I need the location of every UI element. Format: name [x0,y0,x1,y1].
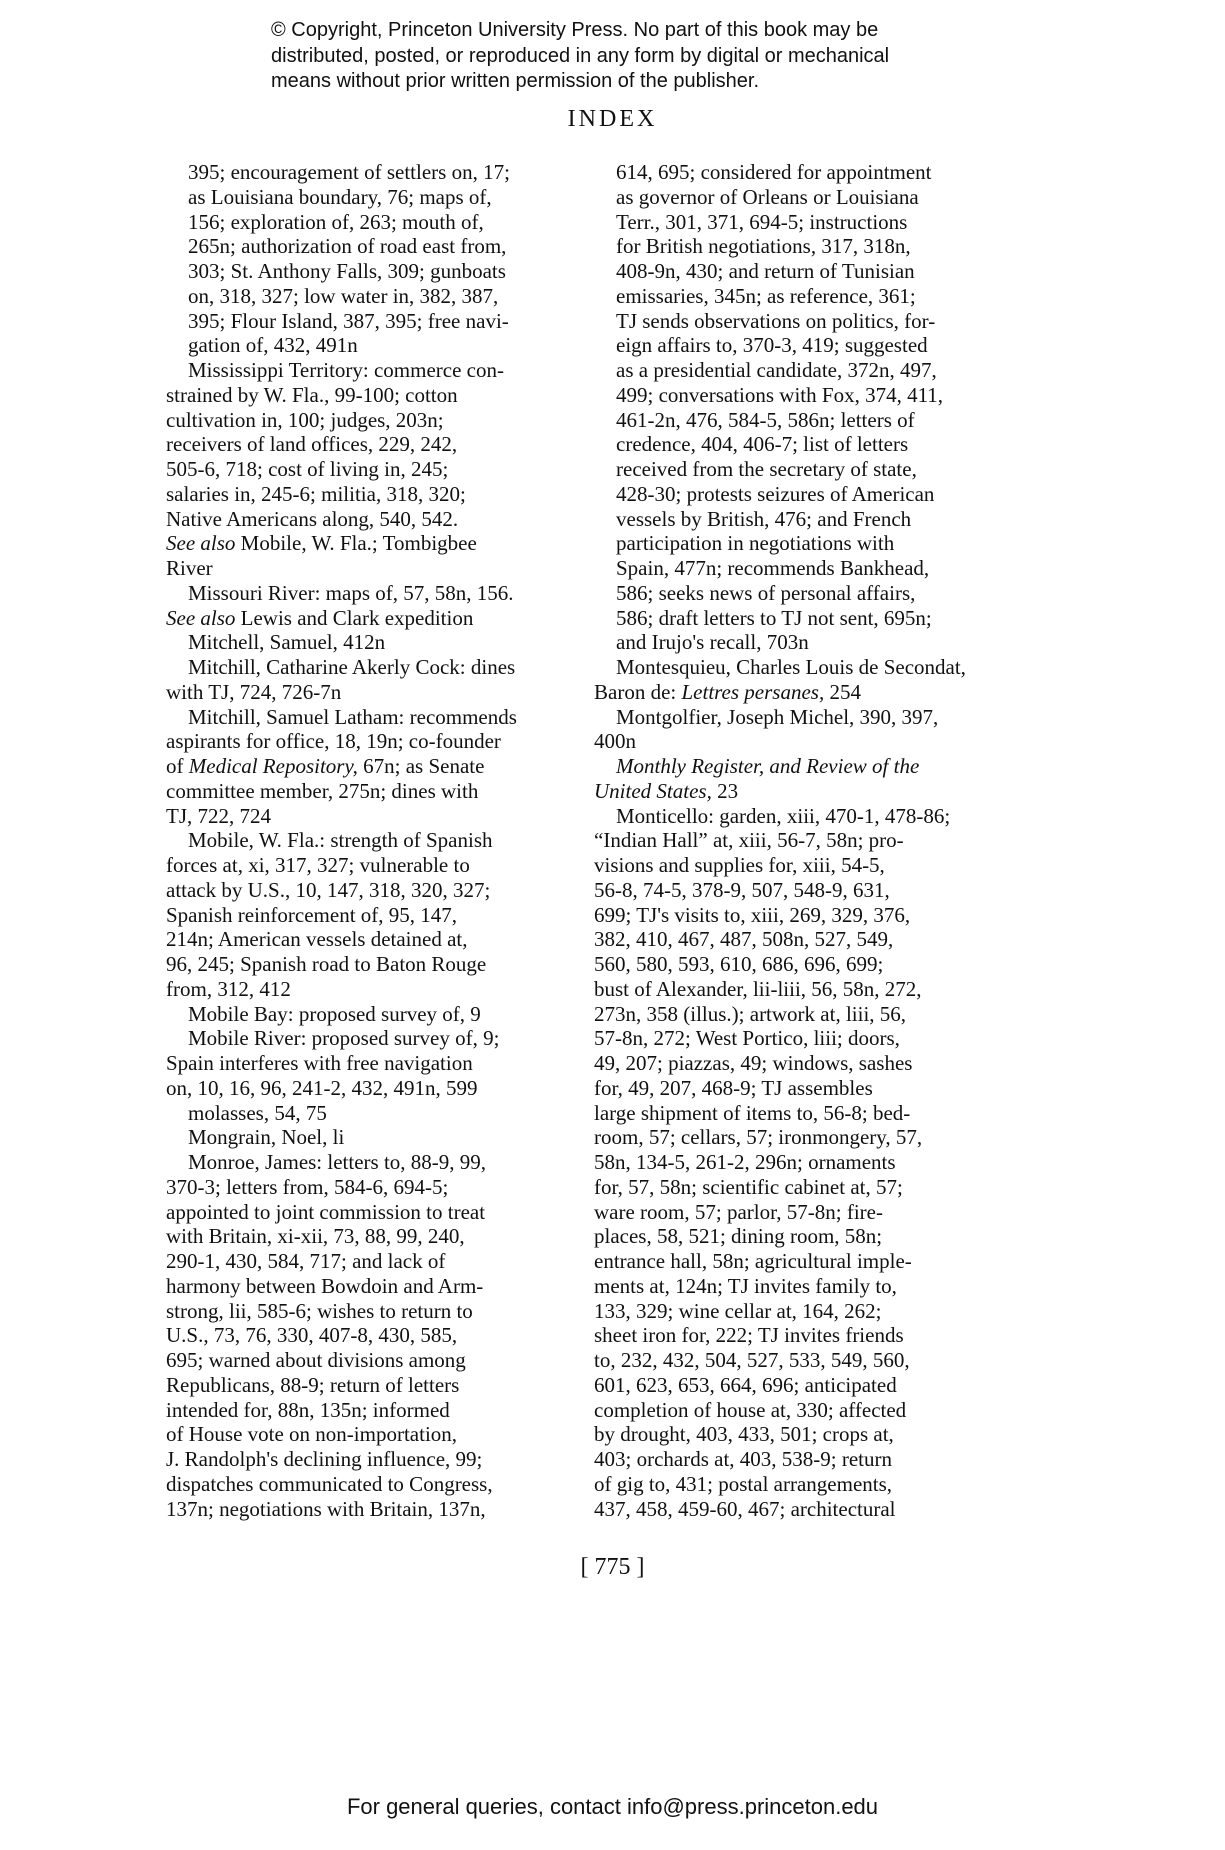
entry-line: 156; exploration of, 263; mouth of, [188,209,484,234]
entry-line: 290-1, 430, 584, 717; and lack of [166,1249,446,1273]
entry-line: Mobile Bay: proposed survey of, 9 [188,1001,481,1026]
entry-line: intended for, 88n, 135n; informed [166,1397,450,1422]
entry-line: eign affairs to, 370-3, 419; suggested [616,333,928,358]
entry-line: Mitchill, Catharine Akerly Cock: dines [188,655,516,679]
index-entry-mobile-river [166,1026,586,1100]
entry-line: 695; warned about divisions among [166,1348,466,1372]
publication-title: Medical Repository, [188,754,358,778]
entry-line: 408-9n, 430; and return of Tunisian [616,259,915,283]
entry-line: forces at, xi, 317, 327; vulnerable to [166,853,470,877]
entry-line: ments at, 124n; TJ invites family to, [594,1273,897,1298]
entry-line: River [166,556,213,580]
entry-line: strained by W. Fla., 99-100; cotton [166,382,458,407]
entry-line: 49, 207; piazzas, 49; windows, sashes [594,1051,913,1075]
entry-line: Mongrain, Noel, li [188,1125,345,1150]
entry-line: salaries in, 245-6; militia, 318, 320; [166,481,466,506]
entry-line: aspirants for office, 18, 19n; co-founder [166,729,501,754]
entry-line: receivers of land offices, 229, 242, [166,432,458,457]
entry-line: 96, 245; Spanish road to Baton Rouge [166,952,487,976]
entry-line: 461-2n, 476, 584-5, 586n; letters of [616,407,915,432]
entry-line: gation of, 432, 491n [188,333,358,358]
entry-line: Republicans, 88-9; return of letters [166,1372,460,1397]
entry-line: credence, 404, 406-7; list of letters [616,432,909,457]
entry-line: participation in negotiations with [616,531,895,556]
entry-line: 586; draft letters to TJ not sent, 695n; [616,605,932,630]
entry-line [166,531,586,556]
entry-line [166,754,586,779]
footer-contact: For general queries, contact info@press.princeton.edu [346,1794,879,1819]
entry-line: 56-8, 74-5, 378-9, 507, 548-9, 631, [594,877,890,902]
index-entry-monroe-continued [594,160,1014,655]
entry-line: J. Randolph's declining influence, 99; [166,1447,483,1471]
entry-line: Mobile, W. Fla.: strength of Spanish [188,828,493,853]
index-entry-mongrain [166,1125,586,1150]
entry-line: 400n [594,729,636,754]
entry-line: 395; Flour Island, 387, 395; free navi- [188,308,509,333]
entry-line: 57-8n, 272; West Portico, liii; doors, [594,1026,900,1051]
entry-line: Montgolfier, Joseph Michel, 390, 397, [616,704,939,729]
publication-title: Lettres persanes, [681,679,825,704]
entry-line: of House vote on non-importation, [166,1422,458,1447]
index-entry-monthly-register [594,754,1014,804]
entry-line: 265n; authorization of road east from, [188,234,507,259]
copyright-notice [271,18,991,95]
entry-line: received from the secretary of state, [616,457,917,481]
index-entry-monroe [166,1150,586,1521]
entry-text: 67n; as Senate [357,754,485,778]
entry-line: 428-30; protests seizures of American [616,481,935,506]
entry-text: 254 [824,679,861,704]
entry-line: and Irujo's recall, 703n [616,630,809,655]
entry-line: for, 49, 207, 468-9; TJ assembles [594,1075,873,1100]
entry-line [166,605,586,631]
entry-line: “Indian Hall” at, xiii, 56-7, 58n; pro- [594,828,904,853]
entry-line: 273n, 358 (illus.); artwork at, liii, 56, [594,1001,907,1026]
entry-line: dispatches communicated to Congress, [166,1471,493,1496]
index-entry-mississippi-territory [166,358,586,581]
entry-line: 560, 580, 593, 610, 686, 696, 699; [594,952,884,976]
entry-line: with Britain, xi-xii, 73, 88, 99, 240, [166,1224,465,1249]
index-entry-mobile [166,828,586,1001]
copyright-line: distributed, posted, or reproduced in any form by digital or mechanical [271,44,890,67]
entry-line: room, 57; cellars, 57; ironmongery, 57, [594,1125,923,1150]
entry-line: on, 10, 16, 96, 241-2, 432, 491n, 599 [166,1075,478,1100]
entry-line: for, 57, 58n; scientific cabinet at, 57; [594,1174,903,1199]
entry-line: entrance hall, 58n; agricultural imple- [594,1249,912,1273]
entry-line [594,778,1014,804]
see-also-text: Lewis and Clark expedition [235,605,474,630]
index-entry-molasses [166,1101,586,1126]
entry-line: Missouri River: maps of, 57, 58n, 156. [188,580,514,605]
entry-line: 133, 329; wine cellar at, 164, 262; [594,1298,882,1323]
entry-line: TJ sends observations on politics, for- [616,308,936,333]
running-head: INDEX [567,106,658,132]
index-column-right [594,160,1014,1521]
publication-title: Monthly Register, and Review of the [616,754,920,778]
entry-line: 58n, 134-5, 261-2, 296n; ornaments [594,1150,896,1174]
index-column-left [166,160,586,1521]
see-also-label: See also [166,605,236,630]
entry-text: 23 [711,778,739,803]
entry-line: visions and supplies for, xiii, 54-5, [594,853,885,877]
see-also-text: Mobile, W. Fla.; Tombigbee [235,531,477,556]
index-entry-missouri-river [166,581,586,631]
entry-line: on, 318, 327; low water in, 382, 387, [188,283,499,308]
entry-line: as a presidential candidate, 372n, 497, [616,358,937,382]
see-also-label: See also [166,531,236,556]
index-entry-monticello [594,804,1014,1522]
entry-line: Monticello: garden, xiii, 470-1, 478-86; [616,803,951,828]
entry-line: strong, lii, 585-6; wishes to return to [166,1298,473,1323]
entry-line: as governor of Orleans or Louisiana [616,184,919,209]
entry-line: 505-6, 718; cost of living in, 245; [166,457,449,481]
entry-line: 601, 623, 653, 664, 696; anticipated [594,1372,897,1397]
entry-line: large shipment of items to, 56-8; bed- [594,1100,911,1125]
entry-line: molasses, 54, 75 [188,1100,327,1125]
entry-line: 395; encouragement of settlers on, 17; [188,160,510,184]
entry-line: sheet iron for, 222; TJ invites friends [594,1323,904,1348]
entry-line [616,754,1014,779]
entry-line: 137n; negotiations with Britain, 137n, [166,1496,486,1521]
entry-line: Mitchell, Samuel, 412n [188,630,386,655]
index-entry-montesquieu [594,655,1014,705]
entry-line: Spain, 477n; recommends Bankhead, [616,556,930,580]
entry-line: of gig to, 431; postal arrangements, [594,1471,893,1496]
entry-line: U.S., 73, 76, 330, 407-8, 430, 585, [166,1323,458,1348]
entry-line: Mississippi Territory: commerce con- [188,358,504,382]
entry-line: emissaries, 345n; as reference, 361; [616,283,916,308]
entry-line: by drought, 403, 433, 501; crops at, [594,1422,894,1447]
index-entry-mitchill-samuel-latham [166,705,586,829]
entry-text: Baron de: [594,679,682,704]
index-entry-montgolfier [594,705,1014,755]
entry-line: as Louisiana boundary, 76; maps of, [188,184,492,209]
entry-line: for British negotiations, 317, 318n, [616,234,911,259]
entry-line: TJ, 722, 724 [166,803,271,828]
index-entry-mobile-bay [166,1002,586,1027]
entry-line: Spain interferes with free navigation [166,1051,473,1075]
entry-line: attack by U.S., 10, 147, 318, 320, 327; [166,877,491,902]
entry-line: Monroe, James: letters to, 88-9, 99, [188,1150,487,1174]
entry-line: 214n; American vessels detained at, [166,927,468,952]
publication-title: United States, [594,778,712,803]
entry-text: of [166,754,189,778]
entry-line: from, 312, 412 [166,976,291,1001]
entry-line: 499; conversations with Fox, 374, 411, [616,382,944,407]
entry-line: to, 232, 432, 504, 527, 533, 549, 560, [594,1348,910,1372]
entry-line [594,679,1014,705]
index-entry-continuation [166,160,586,358]
copyright-line: © Copyright, Princeton University Press. No part of this book may be [271,19,879,41]
entry-line: 370-3; letters from, 584-6, 694-5; [166,1174,449,1199]
index-entry-mitchill-catharine [166,655,586,705]
entry-line: with TJ, 724, 726-7n [166,679,342,704]
page-number: [ 775 ] [580,1554,645,1580]
entry-line: 303; St. Anthony Falls, 309; gunboats [188,259,506,283]
entry-line: vessels by British, 476; and French [616,506,912,531]
entry-line: 699; TJ's visits to, xiii, 269, 329, 376, [594,902,911,927]
copyright-line: means without prior written permission of the publisher. [271,70,760,92]
entry-line: completion of house at, 330; affected [594,1397,907,1422]
entry-line: 403; orchards at, 403, 538-9; return [594,1447,893,1471]
entry-line: 614, 695; considered for appointment [616,160,932,184]
entry-line: Spanish reinforcement of, 95, 147, [166,902,458,927]
index-entry-mitchell-samuel [166,630,586,655]
entry-line: Mobile River: proposed survey of, 9; [188,1026,500,1051]
entry-line: 382, 410, 467, 487, 508n, 527, 549, [594,927,894,952]
entry-line: 586; seeks news of personal affairs, [616,580,916,605]
entry-line: places, 58, 521; dining room, 58n; [594,1224,883,1249]
entry-line: cultivation in, 100; judges, 203n; [166,407,444,432]
entry-line: bust of Alexander, lii-liii, 56, 58n, 272, [594,976,922,1001]
entry-line: appointed to joint commission to treat [166,1199,486,1224]
entry-line: Montesquieu, Charles Louis de Secondat, [616,655,966,679]
entry-line: Mitchill, Samuel Latham: recommends [188,704,517,729]
entry-line: 437, 458, 459-60, 467; architectural [594,1496,896,1521]
entry-line: ware room, 57; parlor, 57-8n; fire- [594,1199,883,1224]
entry-line: Native Americans along, 540, 542. [166,506,459,531]
entry-line: committee member, 275n; dines with [166,778,479,803]
entry-line: harmony between Bowdoin and Arm- [166,1273,484,1298]
entry-line: Terr., 301, 371, 694-5; instructions [616,209,908,234]
